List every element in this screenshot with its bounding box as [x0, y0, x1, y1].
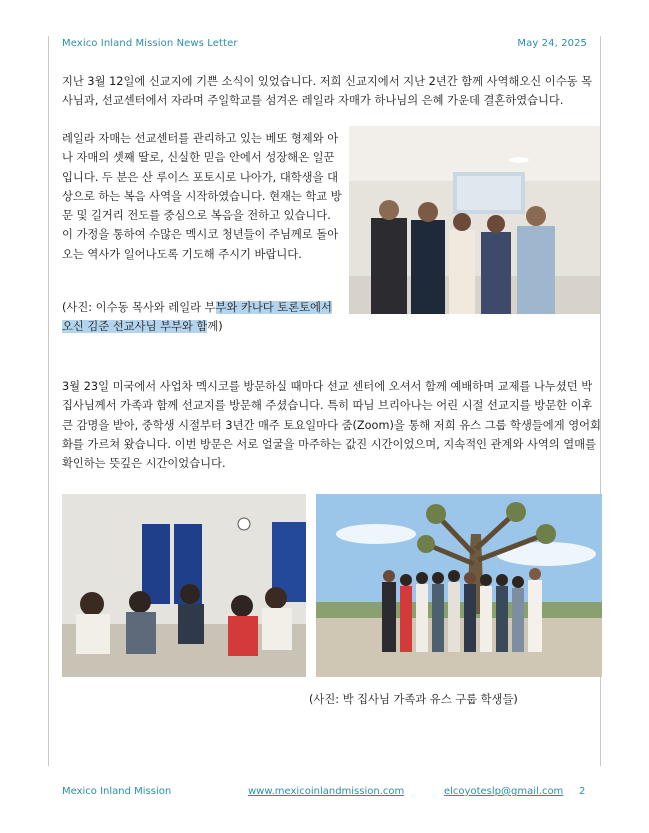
footer-org: Mexico Inland Mission	[62, 786, 172, 797]
youth-photo-caption: (사진: 박 집사님 가족과 유스 구룹 학생들)	[309, 693, 518, 706]
caption-prefix: (사진: 이수동 목사와 레일라 부	[62, 301, 216, 314]
wedding-group-photo	[349, 126, 600, 314]
outdoor-group-photo	[316, 494, 602, 677]
youth-meeting-photo	[62, 494, 306, 677]
wedding-photo-caption	[62, 298, 342, 337]
visit-paragraph: 3월 23일 미국에서 사업차 멕시코를 방문하실 때마다 선교 센터에 오셔서 함께 예배하며 교제를 나누셨던 박 집사님께서 가족과 함께 선교지를 방문해 주셨습니다. 특히 따님 브리아나는 어린 시절 선교지를 방문한 이후 큰 감명을 받아, 중학생 시절부터 3년간 매주 토요일마다 줌(Zoom)을 통해 저희 유스 그룹 학생들에게 영어회화를 가르쳐 왔습니다. 이번 방문은 서로 얼굴을 마주하는 값진 시간이었으며, 지속적인 관계와 사역의 열매를 확인하는 뜻깊은 시간이었습니다.	[62, 380, 601, 471]
intro-paragraph: 지난 3월 12일에 신교지에 기쁜 소식이 있었습니다. 저희 신교지에서 지난 2년간 함께 사역해오신 이수동 목사님과, 선교센터에서 자라며 주일학교를 섬겨온 레일라 자매가 하나님의 은혜 가운데 결혼하였습니다.	[62, 75, 593, 108]
wedding-paragraph: 레일라 자매는 선교센터를 관리하고 있는 베또 형제와 아나 자매의 셋째 딸로, 신실한 믿음 안에서 성장해온 일꾼입니다. 두 분은 산 루이스 포토시로 나아가, 대학생을 대상으로 하는 복음 사역을 시작하였습니다. 현재는 학교 방문 및 길거리 전도를 중심으로 복음을 전하고 있습니다. 이 가정을 통하여 수많은 멕시코 청년들이 주님께로 돌아오는 역사가 일어나도록 기도해 주시기 바랍니다.	[62, 132, 342, 261]
footer-email-link[interactable]: elcoyoteslp@gmail.com	[444, 786, 564, 797]
footer-website-link[interactable]: www.mexicoinlandmission.com	[248, 786, 405, 797]
page-number: 2	[579, 786, 586, 797]
newsletter-date: May 24, 2025	[517, 38, 587, 49]
caption-highlight: 부와 카나다 토론토에서 오신 김준 선교사님 부부와 함	[62, 301, 332, 334]
left-margin-rule	[48, 36, 49, 766]
newsletter-title: Mexico Inland Mission News Letter	[62, 38, 238, 49]
caption-suffix: 께)	[207, 320, 223, 334]
